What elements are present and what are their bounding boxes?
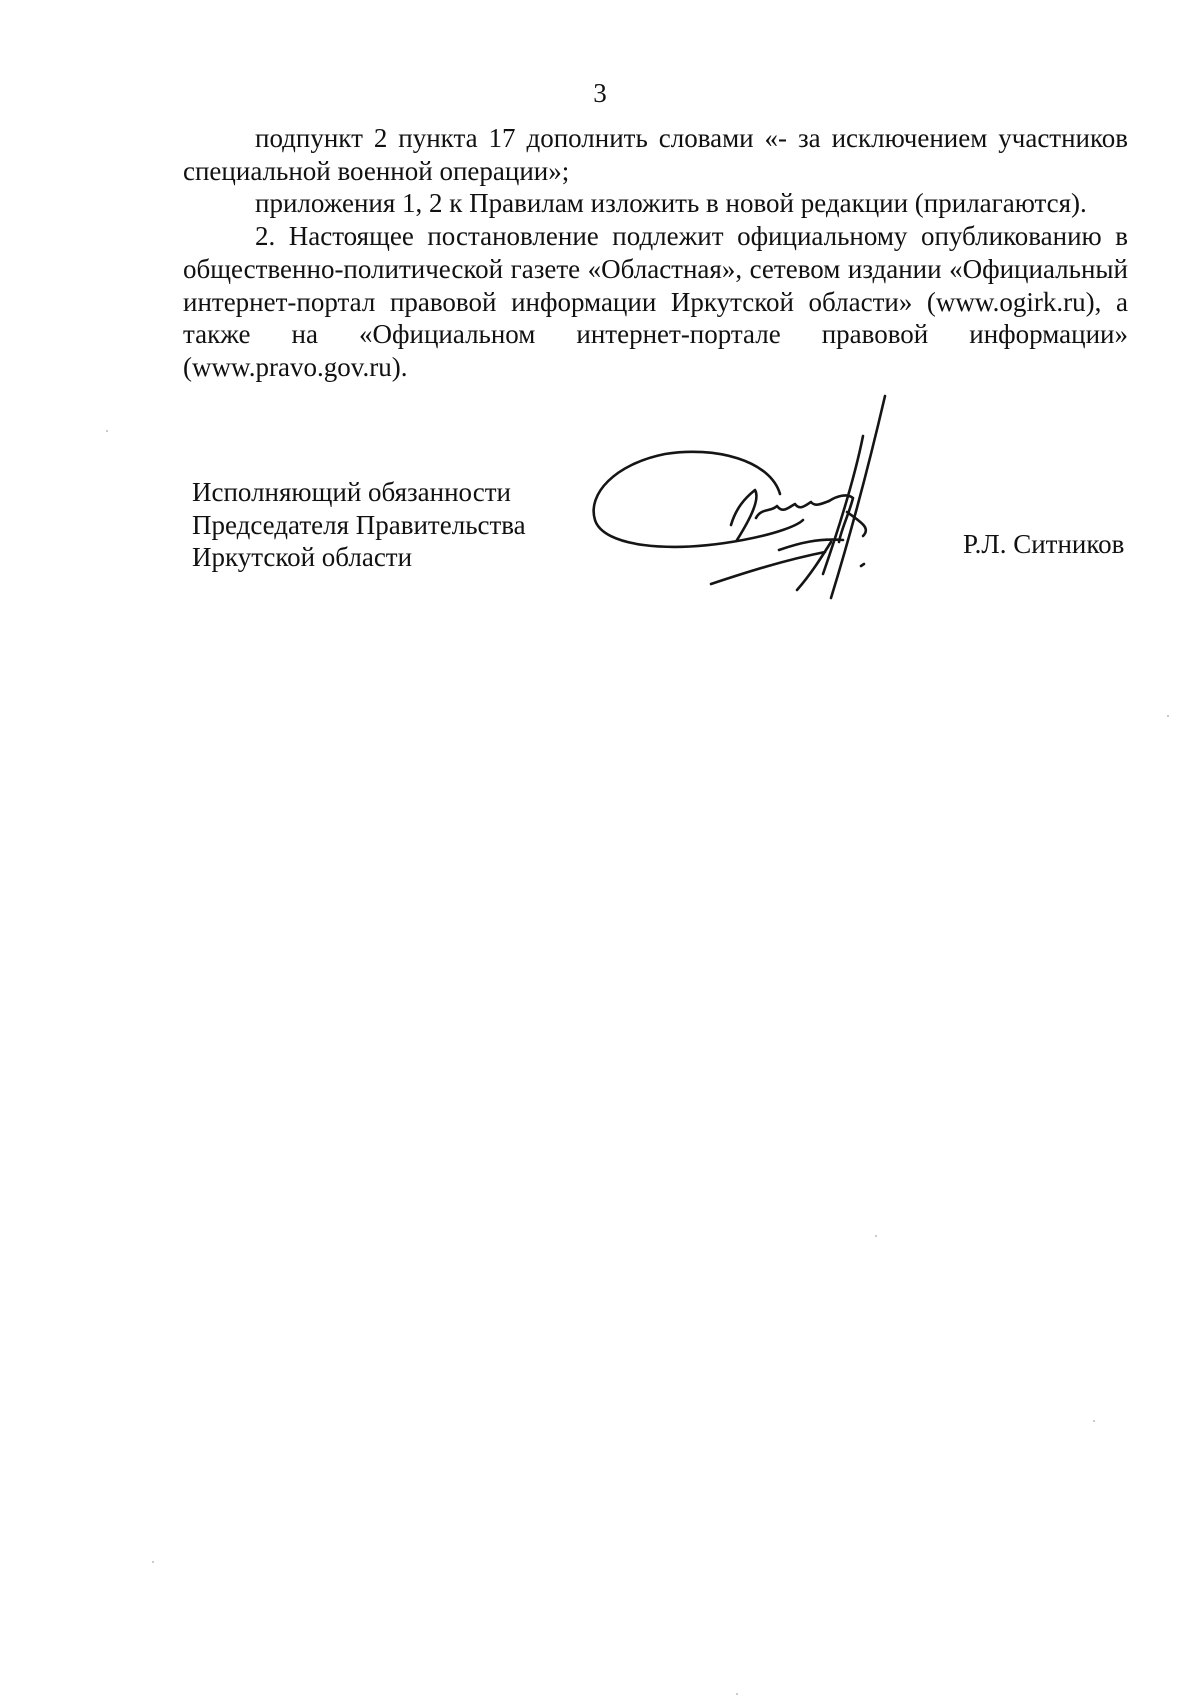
handwritten-signature: [585, 390, 945, 610]
signature-stroke: [756, 501, 829, 518]
signature-stroke: [594, 452, 803, 547]
signatory-position: [192, 476, 526, 574]
signer-name: Р.Л. Ситников: [963, 529, 1125, 559]
position-line: Исполняющий обязанности: [192, 477, 511, 507]
paragraph-publication: 2. Настоящее постановление подлежит официальному опубликованию в общественно-политической газете «Областная», сетевом издании «Официальный интернет-портал правовой информации Иркутской области» (www.ogirk.ru), а также на «Официальном интернет-портале правовой информации» (www.pravo.gov.ru).: [183, 221, 1128, 382]
signature-stroke: [861, 564, 864, 566]
position-line: Иркутской области: [192, 542, 413, 573]
page-number: 3: [593, 78, 607, 108]
scan-speck: [1167, 715, 1169, 717]
scan-speck: [1093, 1420, 1095, 1422]
position-line: Председателя Правительства: [192, 509, 526, 540]
signature-stroke: [711, 552, 825, 584]
scan-speck: [106, 430, 108, 432]
document-body: [183, 122, 1128, 384]
paragraph-amendment: подпункт 2 пункта 17 дополнить словами «- за исключением участников специальной военной операции»;: [183, 123, 1128, 186]
paragraph-appendices: приложения 1, 2 к Правилам изложить в новой редакции (прилагаются).: [255, 188, 1087, 219]
scan-speck: [152, 1561, 154, 1563]
signature-stroke: [731, 490, 756, 540]
scan-speck: [736, 1693, 738, 1695]
scan-speck: [875, 1235, 877, 1237]
